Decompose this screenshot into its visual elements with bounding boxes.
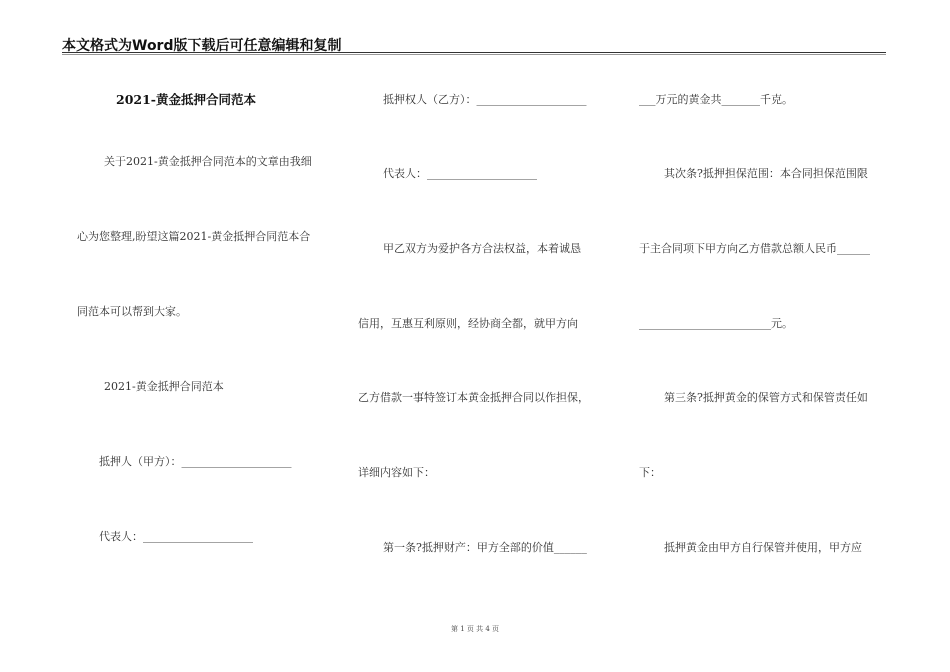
header-divider-secondary xyxy=(62,54,886,55)
paragraph-line: 详细内容如下： xyxy=(358,466,435,479)
paragraph-line: 甲乙双方为爱护各方合法权益，本着诚恳 xyxy=(383,242,581,255)
paragraph-line: 下： xyxy=(639,466,661,479)
page-header: 本文格式为Word版下载后可任意编辑和复制 xyxy=(62,38,342,54)
header-divider xyxy=(62,52,886,53)
paragraph-line: 同范本可以帮到大家。 xyxy=(77,305,187,318)
paragraph-line: 信用，互惠互利原则，经协商全都，就甲方向 xyxy=(358,317,578,330)
clause-2-line: 其次条?抵押担保范围：本合同担保范围限 xyxy=(664,167,868,180)
party-a-representative-field: 代表人：____________________ xyxy=(99,530,253,543)
paragraph-line: ___万元的黄金共_______千克。 xyxy=(639,93,793,106)
party-a-field: 抵押人（甲方）：____________________ xyxy=(99,455,292,468)
paragraph-line: 于主合同项下甲方向乙方借款总额人民币______ xyxy=(639,242,870,255)
paragraph-line: 抵押黄金由甲方自行保管并使用，甲方应 xyxy=(664,541,862,554)
paragraph-line: 关于2021-黄金抵押合同范本的文章由我细 xyxy=(104,155,312,168)
paragraph-line: 心为您整理,盼望这篇2021-黄金抵押合同范本合 xyxy=(77,230,311,243)
paragraph-line: 乙方借款一事特签订本黄金抵押合同以作担保， xyxy=(358,391,589,404)
page-number: 第 1 页 共 4 页 xyxy=(450,625,500,633)
party-b-field: 抵押权人（乙方）：____________________ xyxy=(383,93,587,106)
paragraph-line: ________________________元。 xyxy=(639,317,793,330)
section-heading: 2021-黄金抵押合同范本 xyxy=(104,380,224,393)
clause-1-line: 第一条?抵押财产：甲方全部的价值______ xyxy=(383,541,587,554)
party-b-representative-field: 代表人：____________________ xyxy=(383,167,537,180)
clause-3-line: 第三条?抵押黄金的保管方式和保管责任如 xyxy=(664,391,868,404)
document-title: 2021-黄金抵押合同范本 xyxy=(116,92,256,107)
